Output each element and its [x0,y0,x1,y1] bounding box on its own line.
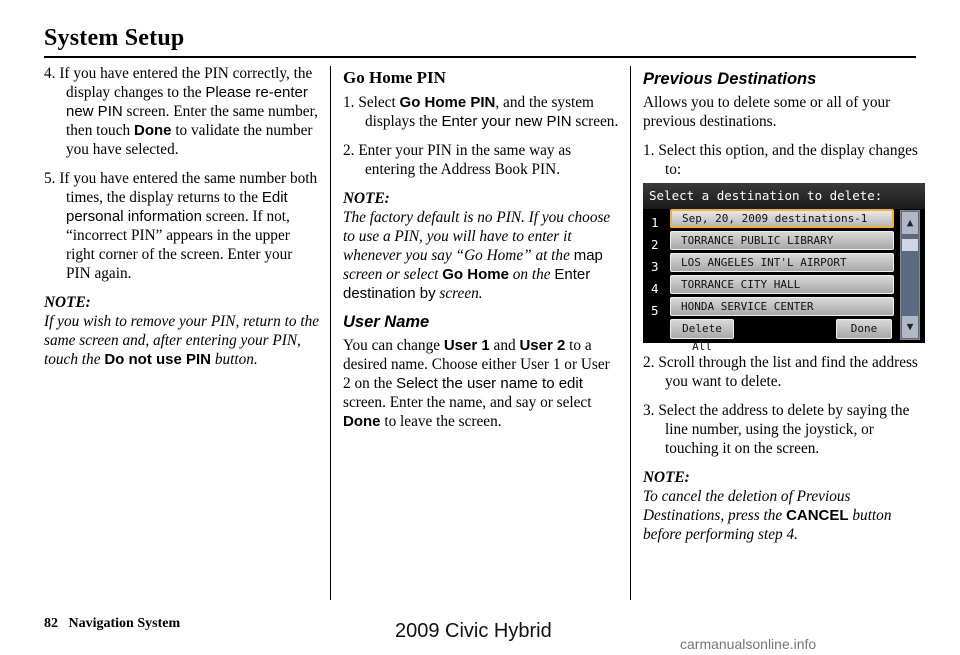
note-label: NOTE: [44,294,91,311]
note-label: NOTE: [343,190,390,207]
footer-page-label: 82 Navigation System [44,616,181,631]
row-number: 5 [651,303,659,318]
step-5: 5. If you have entered the same number both times, the display returns to the Edit personal information screen. If not, “incorrect PIN” appears in the upper right corner of the screen. Enter your PIN again. [44,170,318,282]
note-text: If you wish to remove your PIN, return to the same screen and, after entering your PIN, touch the Do not use PIN button. [44,313,320,368]
user-name-text: You can change User 1 and User 2 to a desired name. Choose either User 1 or User 2 on the Select the user name to edit screen. Enter the name, and say or select Done to leave the screen. [343,337,610,430]
section-heading-go-home-pin: Go Home PIN [343,68,446,87]
destination-row[interactable]: TORRANCE CITY HALL [670,275,894,294]
footer-site-watermark: carmanualsonline.info [680,636,817,652]
title-rule [44,56,916,58]
done-button[interactable]: Done [836,319,892,339]
column-divider [630,66,631,600]
prev-step-2: 2. Scroll through the list and find the address you want to delete. [643,354,918,390]
column-3 [643,64,919,554]
column-1 [44,64,320,379]
destination-row[interactable]: HONDA SERVICE CENTER [670,297,894,316]
go-home-step-2: 2. Enter your PIN in the same way as entering the Address Book PIN. [343,142,572,178]
scrollbar[interactable] [900,210,920,340]
prev-step-1: 1. Select this option, and the display changes to: [643,142,918,178]
step-4: 4. If you have entered the PIN correctly, the display changes to the Please re-enter new PIN screen. Enter the same number, then touch Done to validate the number you have selected. [44,65,318,158]
prev-step-3: 3. Select the address to delete by saying the line number, using the joystick, or touching it on the screen. [643,402,910,457]
note-text: To cancel the deletion of Previous Destinations, press the CANCEL button before performing step 4. [643,488,892,543]
note-text: The factory default is no PIN. If you choose to use a PIN, you will have to enter it whenever you say “Go Home” at the map screen or select Go Home on the Enter destination by screen. [343,209,611,302]
destination-row-selected[interactable]: Sep, 20, 2009 destinations-1 [670,209,894,228]
row-number: 3 [651,259,659,274]
previous-destinations-intro: Allows you to delete some or all of your previous destinations. [643,94,891,130]
screen-header: Select a destination to delete: [643,183,925,209]
scroll-down-icon[interactable]: ▼ [902,316,918,338]
scroll-up-icon[interactable]: ▲ [902,212,918,234]
row-number: 1 [651,215,659,230]
section-heading-previous-destinations: Previous Destinations [643,70,817,88]
page-title: System Setup [44,25,185,51]
delete-all-button[interactable]: Delete All [670,319,734,339]
footer-watermark: 2009 Civic Hybrid [395,620,552,642]
scroll-thumb[interactable] [902,239,918,251]
column-2 [343,64,619,441]
go-home-step-1: 1. Select Go Home PIN, and the system displays the Enter your new PIN screen. [343,94,619,130]
destination-row[interactable]: TORRANCE PUBLIC LIBRARY [670,231,894,250]
row-number: 2 [651,237,659,252]
section-heading-user-name: User Name [343,313,430,331]
column-divider [330,66,331,600]
destination-row[interactable]: LOS ANGELES INT'L AIRPORT [670,253,894,272]
row-number: 4 [651,281,659,296]
note-label: NOTE: [643,469,690,486]
nav-screen-image [643,183,925,353]
